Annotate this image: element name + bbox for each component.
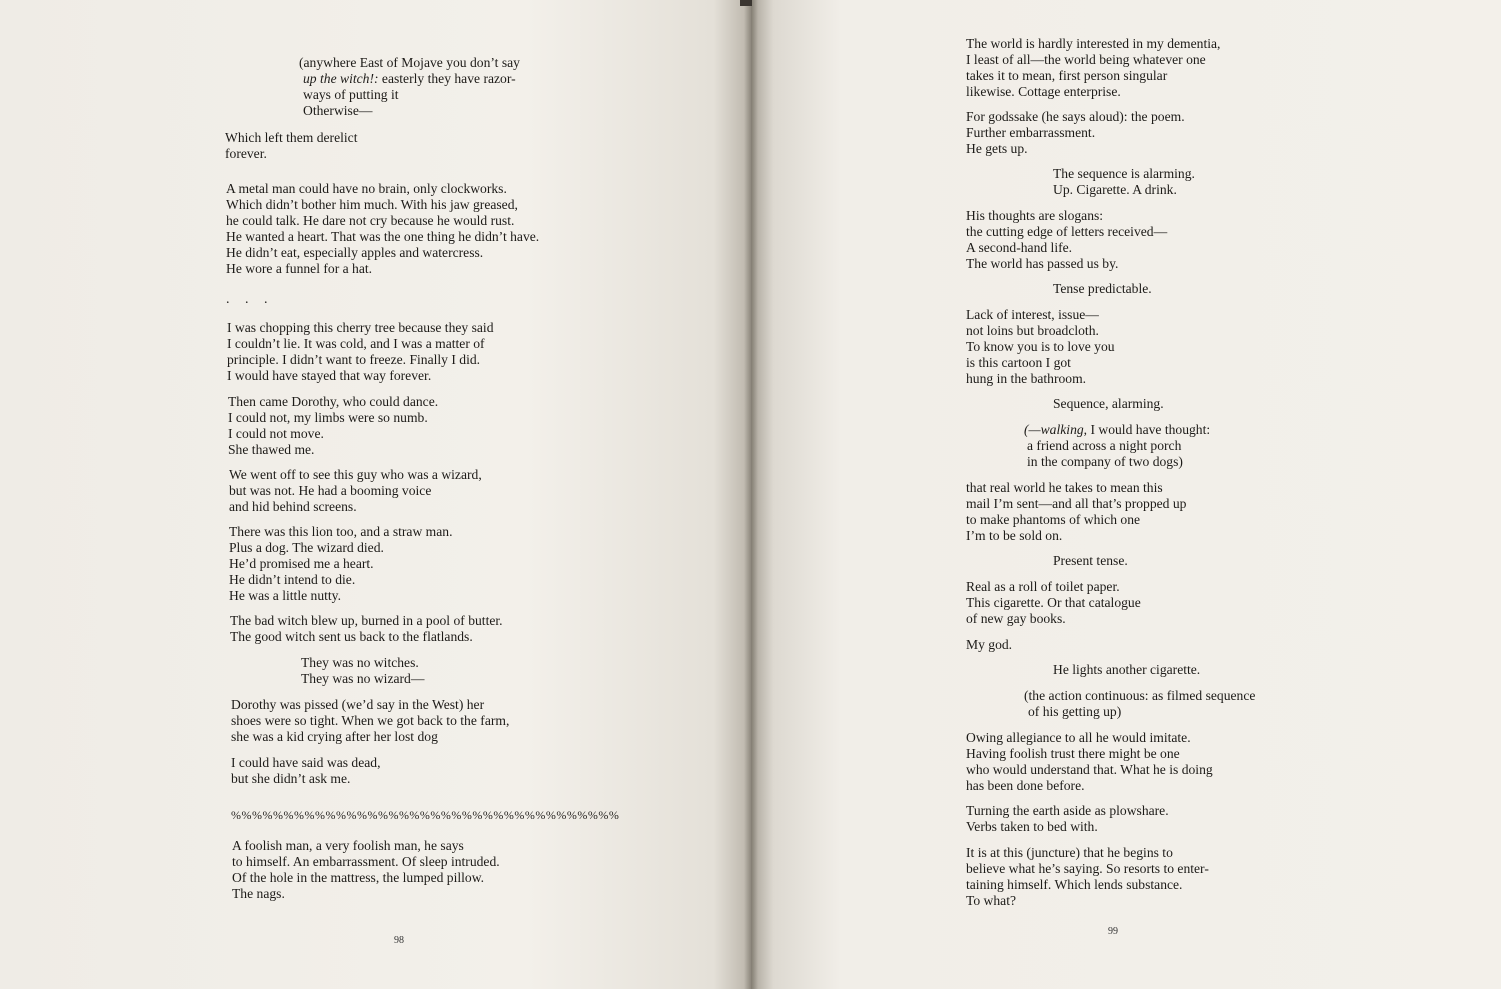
line-text: He gets up. <box>966 141 1028 156</box>
left-page-line-23 <box>229 499 357 515</box>
line-text: Turning the earth aside as plowshare. <box>966 803 1169 818</box>
line-text: Up. Cigarette. A drink. <box>1053 182 1177 197</box>
italic-phrase: (—walking <box>1024 422 1084 437</box>
line-text: hung in the bathroom. <box>966 371 1087 386</box>
left-page-line-14 <box>227 336 485 352</box>
left-page-line-21 <box>229 467 482 483</box>
line-text: A metal man could have no brain, only clockworks. <box>226 181 507 196</box>
line-text: A foolish man, a very foolish man, he says <box>232 838 464 853</box>
right-page-line-14 <box>1053 281 1152 297</box>
line-text: not loins but broadcloth. <box>966 323 1099 338</box>
right-page-line-33 <box>1053 662 1200 678</box>
right-page-line-19 <box>966 371 1086 387</box>
left-page-line-11 <box>226 245 483 261</box>
line-text: For godssake (he says aloud): the poem. <box>966 109 1185 124</box>
line-text: (the action continuous: as filmed sequence <box>1024 688 1256 703</box>
left-page-line-38 <box>232 838 464 854</box>
line-text: but was not. He had a booming voice <box>229 483 432 498</box>
left-page-line-18 <box>228 410 428 426</box>
line-text: that real world he takes to mean this <box>966 480 1163 495</box>
line-text: but she didn’t ask me. <box>231 771 351 786</box>
left-page-line-39 <box>232 854 500 870</box>
line-text: He didn’t eat, especially apples and watercress. <box>226 245 484 260</box>
right-page-line-13 <box>966 256 1118 272</box>
line-text: Otherwise— <box>303 103 373 118</box>
line-text: He wanted a heart. That was the one thing he didn’t have. <box>226 229 540 244</box>
right-page-line-7 <box>966 141 1028 157</box>
binding-mark <box>740 0 752 6</box>
line-text: The world has passed us by. <box>966 256 1119 271</box>
line-text: and hid behind screens. <box>229 499 357 514</box>
right-page-line-37 <box>966 746 1180 762</box>
left-page-line-40 <box>232 870 484 886</box>
left-page-line-7 <box>226 181 507 197</box>
line-text: The nags. <box>232 886 285 901</box>
right-page-line-36 <box>966 730 1191 746</box>
line-text: Then came Dorothy, who could dance. <box>228 394 439 409</box>
left-page-line-8 <box>226 197 518 213</box>
left-page-line-15 <box>227 352 480 368</box>
right-page-line-8 <box>1053 166 1195 182</box>
line-text: mail I’m sent—and all that’s propped up <box>966 496 1187 511</box>
left-page-line-24 <box>229 524 453 540</box>
right-page-line-9 <box>1053 182 1177 198</box>
line-text: the cutting edge of letters received— <box>966 224 1168 239</box>
left-page-line-30 <box>230 629 473 645</box>
line-text: I’m to be sold on. <box>966 528 1063 543</box>
page-number: 99 <box>1108 926 1118 937</box>
right-page-line-32 <box>966 637 1012 653</box>
line-text: I couldn’t lie. It was cold, and I was a matter of <box>227 336 485 351</box>
right-page-line-44 <box>966 877 1182 893</box>
line-text: shoes were so tight. When we got back to the farm, <box>231 713 510 728</box>
line-text: They was no witches. <box>301 655 419 670</box>
line-text: My god. <box>966 637 1013 652</box>
page-number: 98 <box>394 935 404 946</box>
line-text: The sequence is alarming. <box>1053 166 1195 181</box>
left-page-line-13 <box>227 320 494 336</box>
line-text: of his getting up) <box>1028 704 1122 719</box>
line-text: to himself. An embarrassment. Of sleep intruded. <box>232 854 500 869</box>
line-text: Present tense. <box>1053 553 1128 568</box>
line-text: The good witch sent us back to the flatlands. <box>230 629 473 644</box>
right-page-line-38 <box>966 762 1213 778</box>
line-text: He lights another cigarette. <box>1053 662 1201 677</box>
right-page-line-28 <box>1053 553 1128 569</box>
right-page-line-21 <box>1024 422 1210 438</box>
line-text: Owing allegiance to all he would imitate. <box>966 730 1191 745</box>
right-page-line-35 <box>1028 704 1121 720</box>
right-page-line-27 <box>966 528 1062 544</box>
line-text: Tense predictable. <box>1053 281 1152 296</box>
left-page-line-32 <box>301 671 424 687</box>
line-text: in the company of two dogs) <box>1027 454 1183 469</box>
right-page-line-29 <box>966 579 1120 595</box>
line-text: Which didn’t bother him much. With his jaw greased, <box>226 197 518 212</box>
right-page-line-20 <box>1053 396 1164 412</box>
left-page-line-6 <box>225 146 267 162</box>
left-page-line-16 <box>227 368 431 384</box>
line-text: We went off to see this guy who was a wizard, <box>229 467 482 482</box>
left-page-line-19 <box>228 426 324 442</box>
right-page-line-45 <box>966 893 1016 909</box>
left-page-line-25 <box>229 540 384 556</box>
line-text: Having foolish trust there might be one <box>966 746 1180 761</box>
line-text: Further embarrassment. <box>966 125 1096 140</box>
right-page-line-22 <box>1027 438 1181 454</box>
right-page-line-39 <box>966 778 1085 794</box>
left-page-line-12 <box>226 261 372 277</box>
line-text: Plus a dog. The wizard died. <box>229 540 384 555</box>
right-page-line-15 <box>966 307 1099 323</box>
right-page-line-30 <box>966 595 1141 611</box>
right-page-line-43 <box>966 861 1209 877</box>
right-page <box>751 0 1501 989</box>
right-page-line-1 <box>966 36 1220 52</box>
left-page-line-31 <box>301 655 419 671</box>
line-text: Lack of interest, issue— <box>966 307 1099 322</box>
left-page-line-1 <box>299 55 520 71</box>
ornamental-rule: %%%%%%%%%%%%%%%%%%%%%%%%%%%%%%%%%%%%% <box>231 808 620 822</box>
line-text: believe what he’s saying. So resorts to enter- <box>966 861 1209 876</box>
right-page-line-12 <box>966 240 1072 256</box>
line-text: I could not move. <box>228 426 324 441</box>
line-text: I could not, my limbs were so numb. <box>228 410 428 425</box>
line-text: (anywhere East of Mojave you don’t say <box>299 55 520 70</box>
line-text: ways of putting it <box>303 87 399 102</box>
right-page-line-10 <box>966 208 1103 224</box>
left-page-line-41 <box>232 886 285 902</box>
line-text: taining himself. Which lends substance. <box>966 877 1183 892</box>
left-page-line-28 <box>229 588 341 604</box>
right-page-line-4 <box>966 84 1121 100</box>
left-page-line-22 <box>229 483 431 499</box>
line-text: He’d promised me a heart. <box>229 556 374 571</box>
line-text: The bad witch blew up, burned in a pool of butter. <box>230 613 503 628</box>
left-page-line-26 <box>229 556 374 572</box>
line-text: likewise. Cottage enterprise. <box>966 84 1121 99</box>
line-text: She thawed me. <box>228 442 315 457</box>
italic-phrase: up the witch!: <box>303 71 379 86</box>
line-text: Sequence, alarming. <box>1053 396 1164 411</box>
right-page-line-34 <box>1024 688 1255 704</box>
section-break-ellipsis: . . . <box>226 292 274 307</box>
right-page-line-40 <box>966 803 1169 819</box>
line-text: I was chopping this cherry tree because they said <box>227 320 494 335</box>
line-text: she was a kid crying after her lost dog <box>231 729 438 744</box>
line-text: he could talk. He dare not cry because he would rust. <box>226 213 515 228</box>
book-gutter <box>744 0 758 989</box>
right-page-line-24 <box>966 480 1163 496</box>
right-page-line-3 <box>966 68 1167 84</box>
right-page-line-2 <box>966 52 1206 68</box>
line-text: who would understand that. What he is doing <box>966 762 1213 777</box>
right-page-line-11 <box>966 224 1167 240</box>
line-text: A second-hand life. <box>966 240 1073 255</box>
line-text: takes it to mean, first person singular <box>966 68 1168 83</box>
line-text: a friend across a night porch <box>1027 438 1182 453</box>
left-page-line-27 <box>229 572 355 588</box>
line-text: He was a little nutty. <box>229 588 341 603</box>
right-page-line-23 <box>1027 454 1183 470</box>
line-text: He wore a funnel for a hat. <box>226 261 373 276</box>
left-page-line-36 <box>231 755 380 771</box>
line-text: , I would have thought: <box>1083 422 1211 437</box>
left-page-line-37 <box>231 771 350 787</box>
line-text: He didn’t intend to die. <box>229 572 356 587</box>
line-text: There was this lion too, and a straw man. <box>229 524 453 539</box>
line-text: of new gay books. <box>966 611 1066 626</box>
right-page-line-16 <box>966 323 1099 339</box>
line-text: Real as a roll of toilet paper. <box>966 579 1120 594</box>
right-page-line-41 <box>966 819 1098 835</box>
line-text: The world is hardly interested in my dementia, <box>966 36 1221 51</box>
line-text: forever. <box>225 146 267 161</box>
right-page-line-31 <box>966 611 1066 627</box>
left-page-line-10 <box>226 229 539 245</box>
right-page-line-6 <box>966 125 1095 141</box>
left-page-line-2 <box>303 71 516 87</box>
line-text: I could have said was dead, <box>231 755 381 770</box>
line-text: This cigarette. Or that catalogue <box>966 595 1141 610</box>
line-text: I least of all—the world being whatever one <box>966 52 1206 67</box>
left-page-line-35 <box>231 729 438 745</box>
line-text: His thoughts are slogans: <box>966 208 1104 223</box>
line-text: Verbs taken to bed with. <box>966 819 1098 834</box>
left-page-line-20 <box>228 442 314 458</box>
right-page-line-5 <box>966 109 1185 125</box>
left-page-line-17 <box>228 394 438 410</box>
line-text: It is at this (juncture) that he begins to <box>966 845 1173 860</box>
right-page-line-18 <box>966 355 1071 371</box>
line-text: They was no wizard— <box>301 671 425 686</box>
line-text: Dorothy was pissed (we’d say in the West) her <box>231 697 485 712</box>
left-page-line-34 <box>231 713 509 729</box>
line-text: To what? <box>966 893 1017 908</box>
line-text: I would have stayed that way forever. <box>227 368 432 383</box>
line-text: easterly they have razor- <box>378 71 516 86</box>
left-page-line-33 <box>231 697 484 713</box>
right-page-line-42 <box>966 845 1173 861</box>
left-page-line-29 <box>230 613 503 629</box>
left-page-line-4 <box>303 103 372 119</box>
right-page-line-25 <box>966 496 1186 512</box>
line-text: to make phantoms of which one <box>966 512 1141 527</box>
left-page-line-3 <box>303 87 399 103</box>
line-text: has been done before. <box>966 778 1085 793</box>
right-page-line-17 <box>966 339 1115 355</box>
left-page-line-9 <box>226 213 514 229</box>
line-text: principle. I didn’t want to freeze. Finally I did. <box>227 352 481 367</box>
right-page-line-26 <box>966 512 1140 528</box>
line-text: is this cartoon I got <box>966 355 1071 370</box>
line-text: Which left them derelict <box>225 130 358 145</box>
left-page-line-5 <box>225 130 357 146</box>
line-text: To know you is to love you <box>966 339 1115 354</box>
line-text: Of the hole in the mattress, the lumped pillow. <box>232 870 485 885</box>
